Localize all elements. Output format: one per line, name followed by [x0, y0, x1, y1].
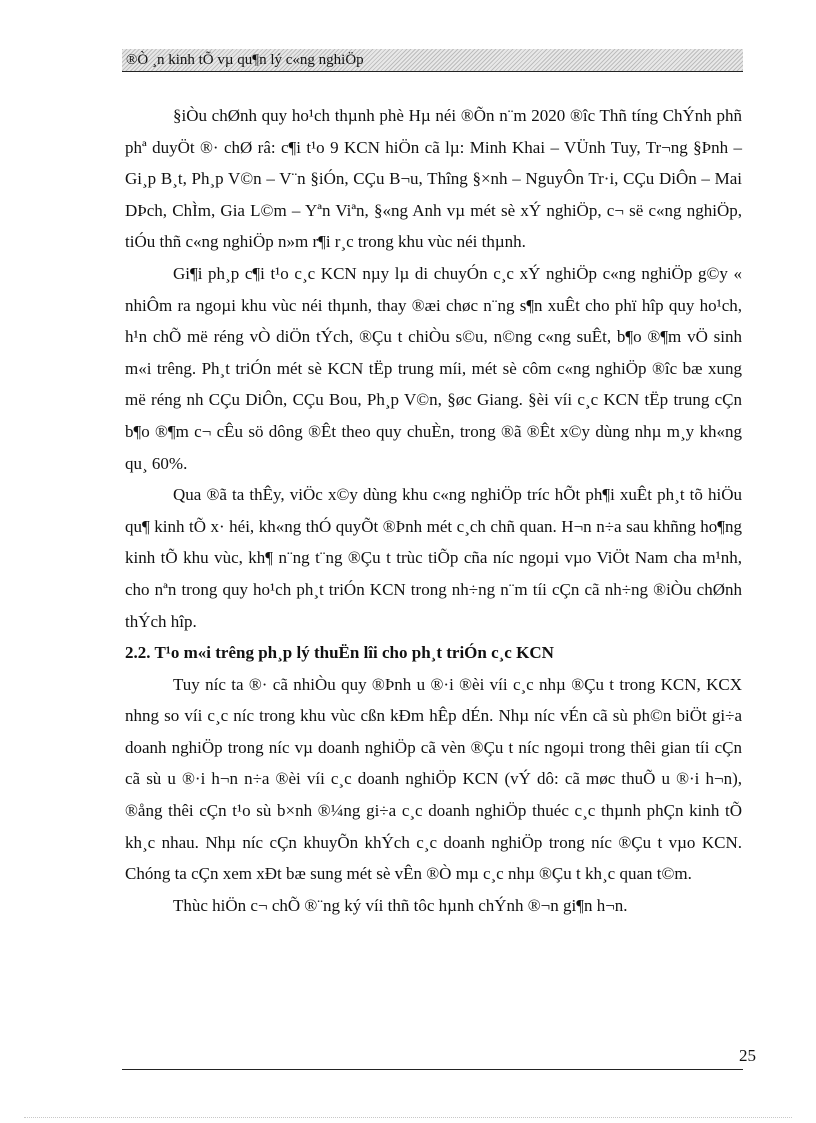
header-title: ®Ò ¸n kinh tÕ vµ qu¶n lý c«ng nghiÖp — [126, 52, 364, 68]
section-paragraph-2: Thùc hiÖn c¬ chÕ ®¨ng ký víi thñ tôc hµnh chÝnh ®¬n gi¶n h¬n. — [173, 895, 628, 915]
body-paragraph-3: Qua ®ã ta thÊy, viÖc x©y dùng khu c«ng nghiÖp tríc hÕt ph¶i xuÊt ph¸t tõ hiÖu qu¶ kinh tÕ x· héi, kh«ng thÓ quyÕt ®Þnh mét c¸ch chñ quan. H¬n n÷a sau khñng ho¶ng kinh tÕ khu vùc, kh¶ n¨ng t¨ng ®Çu t trùc tiÕp cña níc ngoµi vµo ViÖt Nam cha m¹nh, cho nªn trong quy ho¹ch ph¸t triÓn KCN trong nh÷ng n¨m tíi cÇn cã nh÷ng ®iÒu chØnh thÝch hîp. — [125, 485, 742, 631]
section-paragraph-1: Tuy níc ta ®· cã nhiÒu quy ®Þnh u ®·i ®èi víi c¸c nhµ ®Çu t trong KCN, KCX nhng so víi c¸c níc trong khu vùc cßn kÐm hÊp dÉn. Nhµ níc vÉn cã sù ph©n biÖt gi÷a doanh nghiÖp trong níc vµ doanh nghiÖp cã vèn ®Çu t níc ngoµi trong thêi gian tíi cÇn cã sù u ®·i h¬n n÷a ®èi víi c¸c doanh nghiÖp KCN (vÝ dô: cã møc thuÕ u ®·i h¬n), ®ång thêi cÇn t¹o sù b×nh ®¼ng gi÷a c¸c doanh nghiÖp thuéc c¸c thµnh phÇn kinh tÕ kh¸c nhau. Nhµ níc cÇn khuyÕn khÝch c¸c doanh nghiÖp trong níc ®Çu t vµo KCN. Chóng ta cÇn xem xÐt bæ sung mét sè vÊn ®Ò mµ c¸c nhµ ®Çu t kh¸c quan t©m. — [125, 674, 742, 884]
footer-rule — [122, 1069, 743, 1070]
body-paragraph-2: Gi¶i ph¸p c¶i t¹o c¸c KCN nµy lµ di chuyÓn c¸c xÝ nghiÖp c«ng nghiÖp g©y « nhiÔm ra ngoµi khu vùc néi thµnh, thay ®æi chøc n¨ng s¶n xuÊt cho phï hîp quy ho¹ch, h¹n chÕ më réng vÒ diÖn tÝch, ®Çu t chiÒu s©u, n©ng c«ng suÊt, b¶o ®¶m vÖ sinh m«i trêng. Ph¸t triÓn mét sè KCN tËp trung míi, mét sè côm c«ng nghiÖp ®îc bæ xung më réng nh CÇu DiÔn, CÇu Bou, Ph¸p V©n, §øc Giang. §èi víi c¸c KCN tËp trung cÇn b¶o ®¶m c¬ cÊu sö dông ®Êt theo quy chuÈn, trong ®ã ®Êt x©y dùng nhµ m¸y kh«ng qu¸ 60%. — [125, 263, 742, 473]
page-number: 25 — [739, 1046, 756, 1065]
body-paragraph-1: §iÒu chØnh quy ho¹ch thµnh phè Hµ néi ®Õn n¨m 2020 ®îc Thñ tíng ChÝnh phñ phª duyÖt ®· chØ râ: c¶i t¹o 9 KCN hiÖn cã lµ: Minh Khai – VÜnh Tuy, Tr¬ng §Þnh – Gi¸p B¸t, Ph¸p V©n – V¨n §iÓn, CÇu B¬u, Thîng §×nh – NguyÔn Tr·i, CÇu DiÔn – Mai DÞch, ChÌm, Gia L©m – Yªn Viªn, §«ng Anh vµ mét sè xÝ nghiÖp, c¬ së c«ng nghiÖp, tiÓu thñ c«ng nghiÖp n»m r¶i r¸c trong khu vùc néi thµnh. — [125, 106, 742, 252]
page-bottom-dotted-rule — [24, 1117, 792, 1118]
section-heading: 2.2. T¹o m«i trêng ph¸p lý thuËn lîi cho ph¸t triÓn c¸c KCN — [125, 643, 554, 663]
document-body — [125, 100, 742, 921]
running-header — [122, 49, 743, 72]
